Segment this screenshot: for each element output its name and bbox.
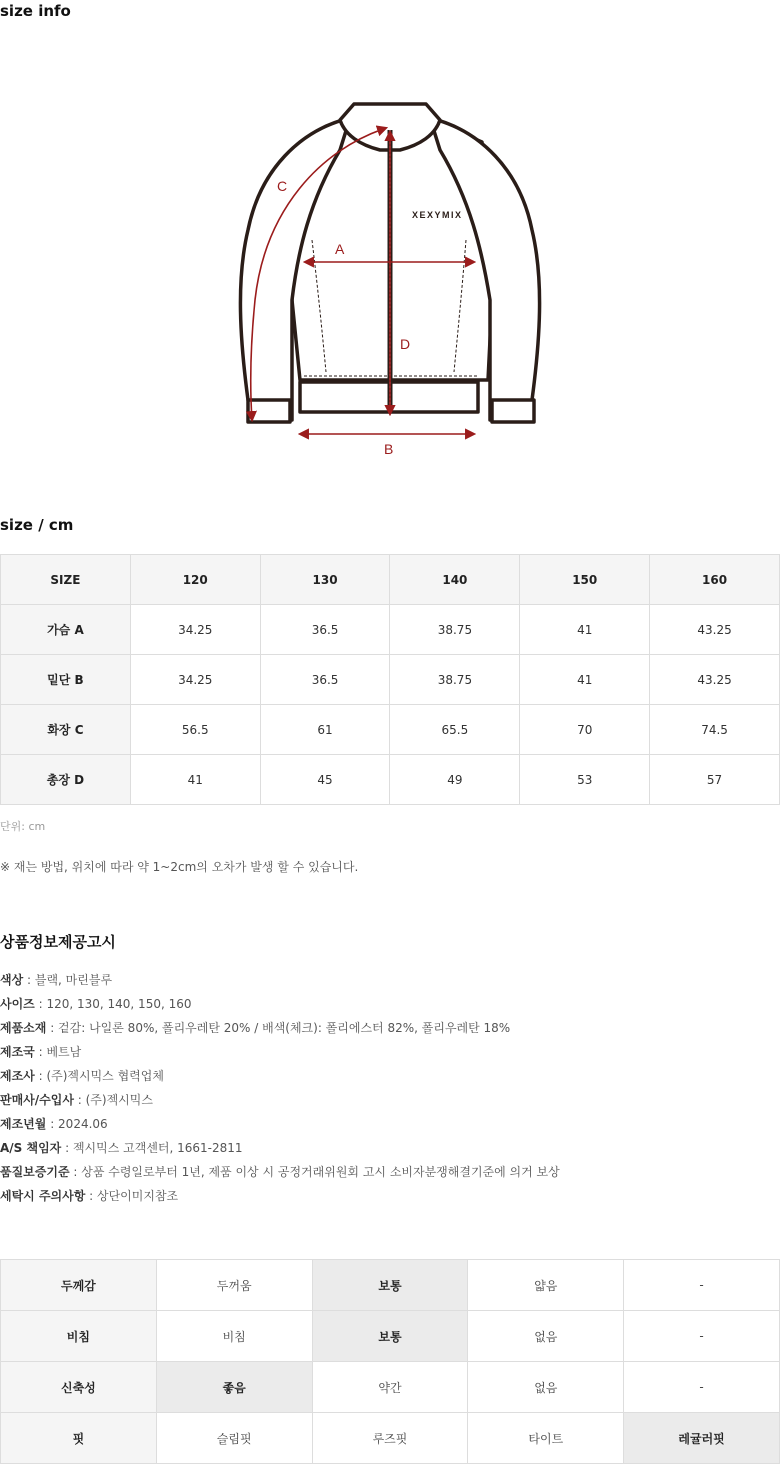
size-info-title: size info [0, 2, 71, 20]
info-item [0, 1088, 560, 1112]
feature-option-selected: 보통 [312, 1311, 468, 1362]
feature-option-selected: 보통 [312, 1260, 468, 1311]
feature-option: 타이트 [468, 1413, 624, 1464]
feature-option: 없음 [468, 1311, 624, 1362]
table-cell: 38.75 [390, 605, 520, 655]
feature-row [1, 1260, 780, 1311]
row-label: 총장 D [1, 755, 131, 805]
info-key: A/S 책임자 [0, 1141, 62, 1155]
info-key: 제조년월 [0, 1117, 47, 1131]
info-key: 세탁시 주의사항 [0, 1189, 86, 1203]
table-cell: 41 [520, 605, 650, 655]
info-value: : 젝시믹스 고객센터, 1661-2811 [61, 1141, 243, 1155]
feature-label: 비침 [1, 1311, 157, 1362]
info-value: : 베트남 [34, 1045, 82, 1059]
feature-option: - [624, 1311, 780, 1362]
info-value: : 겉감: 나일론 80%, 폴리우레탄 20% / 배색(체크): 폴리에스터 82%, 폴리우레탄 18% [46, 1021, 511, 1035]
measurement-error-note: ※ 재는 방법, 위치에 따라 약 1~2cm의 오차가 발생 할 수 있습니다. [0, 860, 359, 874]
info-value: : 상단이미지참조 [85, 1189, 179, 1203]
table-cell: 65.5 [390, 705, 520, 755]
table-row [1, 605, 780, 655]
info-key: 품질보증기준 [0, 1165, 70, 1179]
feature-option: 비침 [156, 1311, 312, 1362]
table-row [1, 705, 780, 755]
table-cell: 43.25 [650, 655, 780, 705]
info-value: : 상품 수령일로부터 1년, 제품 이상 시 공정거래위원회 고시 소비자분쟁해결기준에 의거 보상 [69, 1165, 560, 1179]
feature-row [1, 1311, 780, 1362]
info-value: : (주)젝시믹스 [73, 1093, 153, 1107]
header-cell: 140 [390, 555, 520, 605]
size-table [0, 554, 780, 805]
table-cell: 57 [650, 755, 780, 805]
measure-label-b: B [384, 441, 394, 457]
info-key: 색상 [0, 973, 24, 987]
header-cell: 130 [260, 555, 390, 605]
table-cell: 41 [130, 755, 260, 805]
table-cell: 34.25 [130, 655, 260, 705]
feature-option: 슬림핏 [156, 1413, 312, 1464]
product-info-list [0, 968, 560, 1208]
header-cell: 120 [130, 555, 260, 605]
table-cell: 56.5 [130, 705, 260, 755]
table-row [1, 655, 780, 705]
feature-row [1, 1413, 780, 1464]
product-notice-title: 상품정보제공고시 [0, 933, 116, 951]
feature-option: 루즈핏 [312, 1413, 468, 1464]
info-item [0, 1016, 560, 1040]
table-cell: 45 [260, 755, 390, 805]
table-cell: 49 [390, 755, 520, 805]
info-key: 판매사/수입사 [0, 1093, 74, 1107]
table-cell: 38.75 [390, 655, 520, 705]
info-item [0, 1160, 560, 1184]
table-cell: 36.5 [260, 655, 390, 705]
table-cell: 53 [520, 755, 650, 805]
feature-label: 두께감 [1, 1260, 157, 1311]
info-item [0, 992, 560, 1016]
row-label: 가슴 A [1, 605, 131, 655]
info-key: 제조국 [0, 1045, 35, 1059]
header-cell: SIZE [1, 555, 131, 605]
feature-row [1, 1362, 780, 1413]
jacket-measurement-diagram [0, 90, 780, 470]
feature-option: - [624, 1260, 780, 1311]
table-cell: 70 [520, 705, 650, 755]
feature-option: 얇음 [468, 1260, 624, 1311]
feature-label: 신축성 [1, 1362, 157, 1413]
info-item [0, 1112, 560, 1136]
feature-table [0, 1259, 780, 1464]
info-value: : 블랙, 마린블루 [23, 973, 113, 987]
info-value: : 120, 130, 140, 150, 160 [34, 997, 192, 1011]
measure-label-c: C [277, 178, 288, 194]
feature-option: 약간 [312, 1362, 468, 1413]
header-cell: 160 [650, 555, 780, 605]
feature-label: 핏 [1, 1413, 157, 1464]
feature-option: 두꺼움 [156, 1260, 312, 1311]
table-cell: 34.25 [130, 605, 260, 655]
info-item [0, 1064, 560, 1088]
row-label: 밑단 B [1, 655, 131, 705]
measure-label-d: D [400, 336, 411, 352]
info-item [0, 1040, 560, 1064]
table-cell: 36.5 [260, 605, 390, 655]
table-row [1, 755, 780, 805]
info-key: 제품소재 [0, 1021, 47, 1035]
info-item [0, 1184, 560, 1208]
size-table-header [1, 555, 780, 605]
measure-label-a: A [335, 241, 345, 257]
unit-note: 단위: cm [0, 820, 46, 833]
row-label: 화장 C [1, 705, 131, 755]
info-value: : 2024.06 [46, 1117, 108, 1131]
size-cm-title: size / cm [0, 516, 74, 534]
info-key: 사이즈 [0, 997, 35, 1011]
table-cell: 74.5 [650, 705, 780, 755]
table-cell: 43.25 [650, 605, 780, 655]
table-cell: 41 [520, 655, 650, 705]
brand-logo: XEXYMIX [412, 210, 463, 220]
feature-option-selected: 레귤러핏 [624, 1413, 780, 1464]
table-cell: 61 [260, 705, 390, 755]
feature-option-selected: 좋음 [156, 1362, 312, 1413]
header-cell: 150 [520, 555, 650, 605]
info-value: : (주)젝시믹스 협력업체 [34, 1069, 164, 1083]
info-item [0, 1136, 560, 1160]
info-key: 제조사 [0, 1069, 35, 1083]
info-item [0, 968, 560, 992]
feature-option: 없음 [468, 1362, 624, 1413]
feature-option: - [624, 1362, 780, 1413]
